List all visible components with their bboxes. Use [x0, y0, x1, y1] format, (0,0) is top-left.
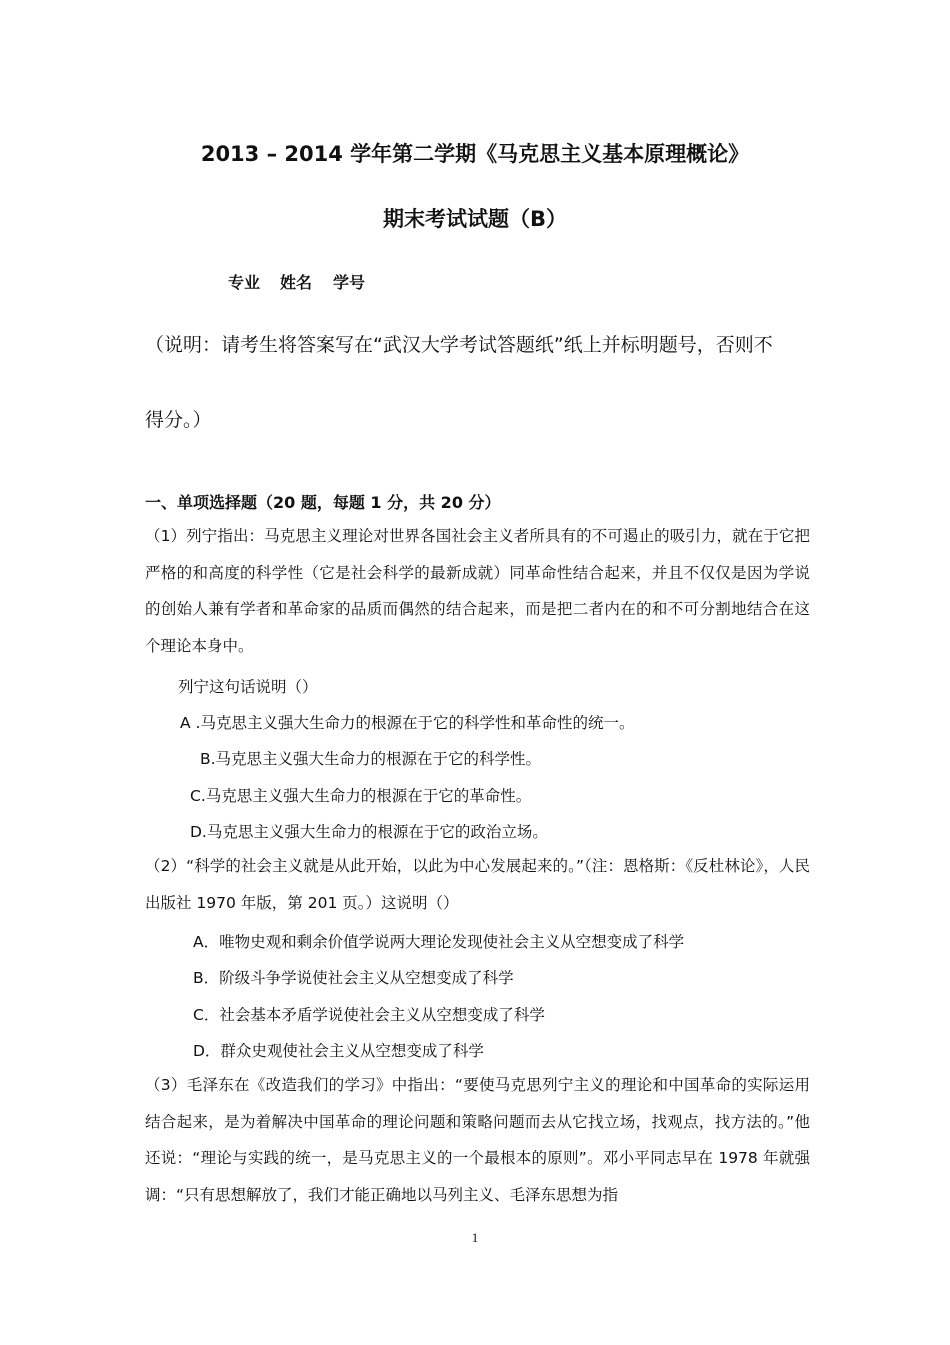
question-2-option-a: A．唯物史观和剩余价值学说两大理论发现使社会主义从空想变成了科学	[193, 933, 685, 951]
question-3-stem: （3）毛泽东在《改造我们的学习》中指出：“要使马克思列宁主义的理论和中国革命的实际运用结合起来，是为着解决中国革命的理论问题和策略问题而去从它找立场，找观点，找方法的。”他还说：“理论与实践的统一，是马克思主义的一个最根本的原则”。邓小平同志早在 1978 年就强调：“只有思想解放了，我们才能正确地以马列主义、毛泽东思想为指	[145, 1076, 810, 1204]
section-heading-single-choice: 一、单项选择题（20 题，每题 1 分，共 20 分）	[145, 493, 501, 512]
question-1-option-b: B.马克思主义强大生命力的根源在于它的科学性。	[200, 750, 542, 768]
question-1-option-d: D.马克思主义强大生命力的根源在于它的政治立场。	[190, 823, 548, 841]
field-name-label: 姓名	[280, 273, 313, 292]
question-1-option-a: A .马克思主义强大生命力的根源在于它的科学性和革命性的统一。	[180, 714, 635, 732]
instruction-note-line2: 得分。）	[145, 409, 212, 431]
question-1-option-c: C.马克思主义强大生命力的根源在于它的革命性。	[190, 787, 532, 805]
field-student-id-label: 学号	[333, 273, 366, 292]
page-number: 1	[471, 1230, 479, 1245]
exam-title-line1: 2013 – 2014 学年第二学期《马克思主义基本原理概论》	[200, 142, 750, 166]
question-2-stem: （2）“科学的社会主义就是从此开始，以此为中心发展起来的。”（注：恩格斯：《反杜林论》，人民出版社 1970 年版，第 201 页。）这说明（）	[145, 857, 810, 912]
instruction-note-line1: （说明：请考生将答案写在“武汉大学考试答题纸”纸上并标明题号，否则不	[145, 334, 773, 356]
question-1-prompt: 列宁这句话说明（）	[178, 678, 318, 696]
question-2-option-b: B．阶级斗争学说使社会主义从空想变成了科学	[193, 969, 514, 987]
question-2-option-c: C．社会基本矛盾学说使社会主义从空想变成了科学	[193, 1006, 545, 1024]
question-1-stem: （1）列宁指出：马克思主义理论对世界各国社会主义者所具有的不可遏止的吸引力，就在于它把严格的和高度的科学性（它是社会科学的最新成就）同革命性结合起来，并且不仅仅是因为学说的创始人兼有学者和革命家的品质而偶然的结合起来，而是把二者内在的和不可分割地结合在这个理论本身中。	[145, 527, 810, 655]
exam-title-line2: 期末考试试题（B）	[382, 207, 567, 231]
field-major-label: 专业	[228, 273, 261, 292]
question-2-option-d: D．群众史观使社会主义从空想变成了科学	[193, 1042, 484, 1060]
